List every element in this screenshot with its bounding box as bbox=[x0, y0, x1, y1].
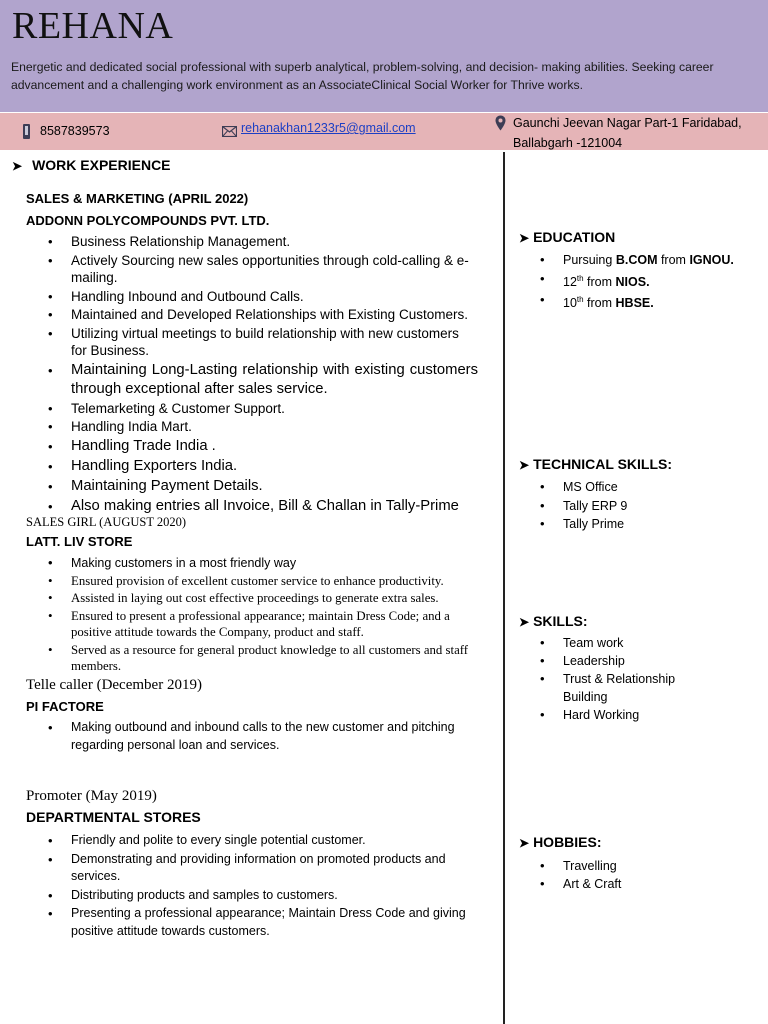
list-item: • Ensured to present a professional appearance; maintain Dress Code; and a positive attitude towards the Company, product and staff. bbox=[26, 608, 478, 641]
list-item: • Hard Working bbox=[520, 706, 720, 724]
list-item: • Art & Craft bbox=[520, 875, 760, 893]
list-item: • Assisted in laying out cost effective proceedings to generate extra sales. bbox=[26, 590, 478, 607]
mail-icon bbox=[222, 126, 237, 137]
list-item: • Telemarketing & Customer Support. bbox=[26, 400, 478, 418]
list-item: • Leadership bbox=[520, 652, 720, 670]
list-item: • 10th from HBSE. bbox=[520, 291, 760, 313]
list-item: • Utilizing virtual meetings to build relationship with new customers for Business. bbox=[26, 325, 478, 360]
technical-skills-list bbox=[520, 478, 760, 534]
job-title: Promoter (May 2019) bbox=[26, 788, 157, 804]
job-company: ADDONN POLYCOMPOUNDS PVT. LTD. bbox=[26, 213, 270, 228]
education-heading: ➤ EDUCATION bbox=[519, 229, 616, 245]
job-bullets bbox=[26, 832, 478, 940]
job-title: SALES & MARKETING (APRIL 2022) bbox=[26, 191, 249, 206]
list-item: • Friendly and polite to every single potential customer. bbox=[26, 832, 478, 850]
profile-summary: Energetic and dedicated social professional with superb analytical, problem-solving, and decision- making abilities. Seeking career advancement and a challenging work environment as an AssociateClinical Social Worker for Thrive works. bbox=[11, 60, 714, 92]
job-company: PI FACTORE bbox=[26, 699, 104, 714]
list-item: • Handling Inbound and Outbound Calls. bbox=[26, 288, 478, 306]
list-item: • Handling Trade India . bbox=[26, 437, 478, 456]
job-bullets bbox=[26, 233, 478, 516]
phone-number: 8587839573 bbox=[40, 124, 110, 138]
hobbies-heading: ➤ HOBBIES: bbox=[519, 834, 602, 850]
list-item: • Team work bbox=[520, 634, 720, 652]
list-item: • Making customers in a most friendly way bbox=[26, 555, 478, 572]
list-item: • Business Relationship Management. bbox=[26, 233, 478, 251]
list-item: • Making outbound and inbound calls to the new customer and pitching regarding personal loan and services. bbox=[26, 719, 478, 754]
list-item: • Maintaining Long-Lasting relationship with existing customers through exceptional after sales service. bbox=[26, 361, 478, 399]
technical-skills-heading: ➤ TECHNICAL SKILLS: bbox=[519, 456, 673, 472]
job-bullets bbox=[26, 719, 478, 754]
list-item: • Maintained and Developed Relationships with Existing Customers. bbox=[26, 306, 478, 324]
column-divider bbox=[503, 152, 505, 1024]
address: Gaunchi Jeevan Nagar Part-1 Faridabad, Ballabgarh -121004 bbox=[513, 116, 742, 150]
list-item: • 12th from NIOS. bbox=[520, 270, 760, 292]
job-title: SALES GIRL (AUGUST 2020) bbox=[26, 515, 187, 529]
list-item: • Demonstrating and providing information on promoted products and services. bbox=[26, 851, 478, 886]
header-banner bbox=[0, 0, 768, 112]
job-company: LATT. LIV STORE bbox=[26, 534, 133, 549]
skills-heading: ➤ SKILLS: bbox=[519, 613, 588, 629]
education-list bbox=[520, 251, 760, 313]
list-item: • Pursuing B.COM from IGNOU. bbox=[520, 251, 760, 270]
job-company: DEPARTMENTAL STORES bbox=[26, 809, 201, 825]
contact-bar bbox=[0, 113, 768, 150]
list-item: • Maintaining Payment Details. bbox=[26, 477, 478, 496]
arrow-bullet-icon: ➤ bbox=[519, 615, 530, 629]
list-item: • Tally ERP 9 bbox=[520, 497, 760, 516]
skills-list bbox=[520, 634, 720, 724]
candidate-name: REHANA bbox=[12, 5, 174, 47]
job-bullets bbox=[26, 555, 478, 675]
list-item: • Also making entries all Invoice, Bill & Challan in Tally-Prime bbox=[26, 497, 478, 516]
job-title: Telle caller (December 2019) bbox=[26, 677, 202, 693]
list-item: • Trust & Relationship Building bbox=[520, 670, 683, 706]
list-item: • Ensured provision of excellent customer service to enhance productivity. bbox=[26, 573, 478, 590]
list-item: • Travelling bbox=[520, 857, 760, 875]
list-item: • Distributing products and samples to customers. bbox=[26, 887, 478, 905]
list-item: • Handling India Mart. bbox=[26, 418, 478, 436]
list-item: • Actively Sourcing new sales opportunities through cold-calling & e-mailing. bbox=[26, 252, 478, 287]
list-item: • MS Office bbox=[520, 478, 760, 497]
email-link[interactable]: rehanakhan1233r5@gmail.com bbox=[241, 121, 416, 135]
hobbies-list bbox=[520, 857, 760, 893]
location-pin-icon bbox=[495, 115, 506, 131]
list-item: • Tally Prime bbox=[520, 515, 760, 534]
list-item: • Served as a resource for general product knowledge to all customers and staff members. bbox=[26, 642, 478, 675]
arrow-bullet-icon: ➤ bbox=[12, 159, 23, 173]
arrow-bullet-icon: ➤ bbox=[519, 836, 530, 850]
phone-icon bbox=[23, 124, 30, 139]
work-experience-heading: ➤ WORK EXPERIENCE bbox=[12, 157, 171, 173]
arrow-bullet-icon: ➤ bbox=[519, 231, 530, 245]
list-item: • Presenting a professional appearance; Maintain Dress Code and giving positive attitude towards customers. bbox=[26, 905, 478, 940]
arrow-bullet-icon: ➤ bbox=[519, 458, 530, 472]
list-item: • Handling Exporters India. bbox=[26, 457, 478, 476]
